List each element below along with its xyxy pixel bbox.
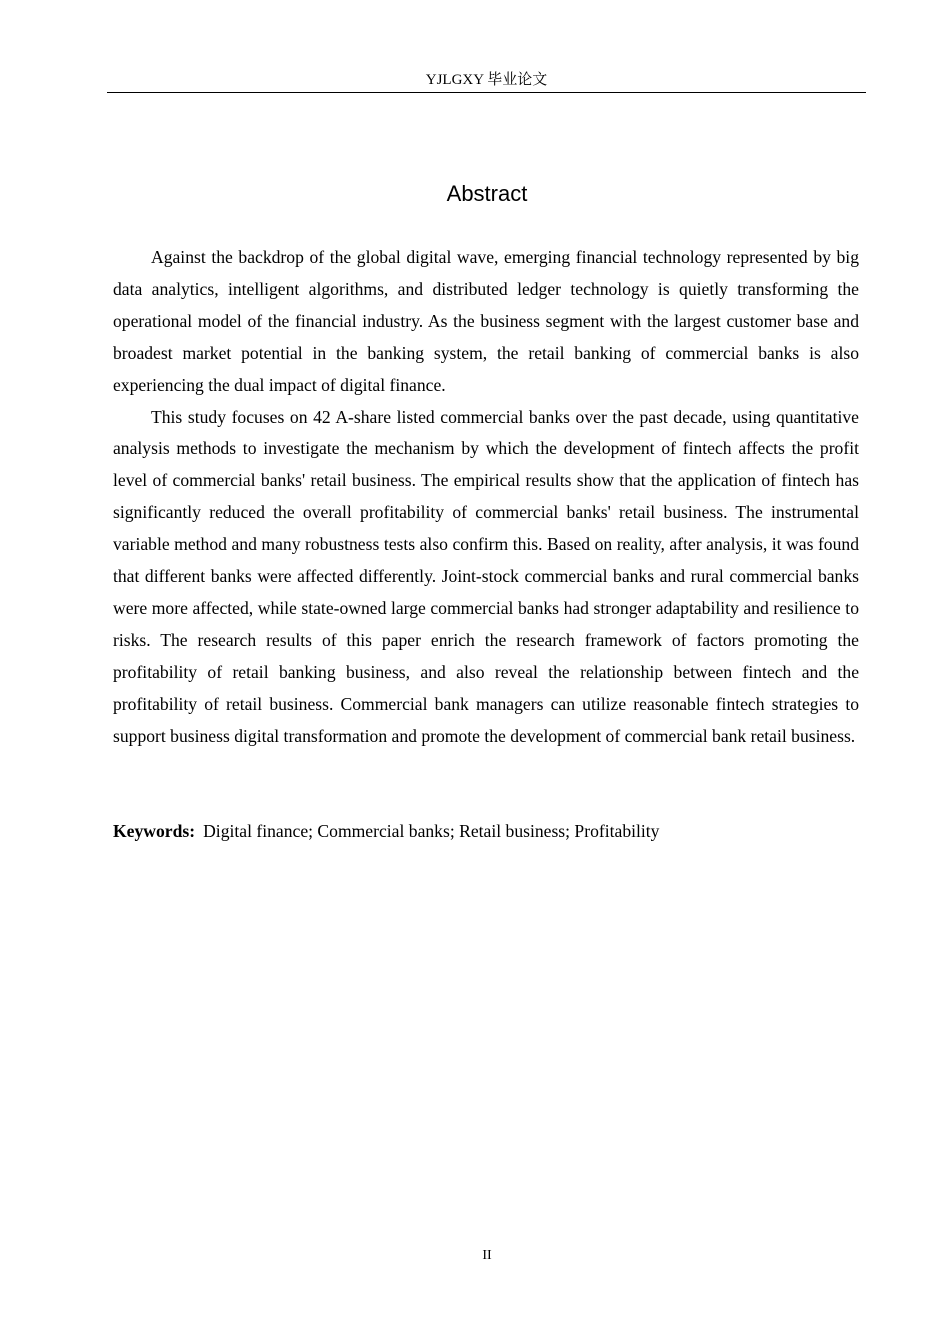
abstract-paragraph-1: Against the backdrop of the global digital wave, emerging financial technology represented by big data analytics, intelligent algorithms, and distributed ledger technology is quietly transforming the operational model of the financial industry. As the business segment with the largest customer base and broadest market potential in the banking system, the retail banking of commercial banks is also experiencing the dual impact of digital finance. (113, 247, 859, 395)
page-header (107, 70, 866, 93)
keywords-label: Keywords: (113, 821, 196, 841)
keywords-line (113, 816, 859, 848)
header-text: YJLGXY 毕业论文 (425, 72, 548, 88)
abstract-body (113, 242, 859, 753)
page-number: II (482, 1248, 492, 1263)
keywords-text: Digital finance; Commercial banks; Retail business; Profitability (203, 821, 660, 841)
abstract-paragraph-2: This study focuses on 42 A-share listed commercial banks over the past decade, using quantitative analysis methods to investigate the mechanism by which the development of fintech affects the profit level of commercial banks' retail business. The empirical results show that the application of fintech has significantly reduced the overall profitability of commercial banks' retail business. The instrumental variable method and many robustness tests also confirm this. Based on reality, after analysis, it was found that different banks were affected differently. Joint-stock commercial banks and rural commercial banks were more affected, while state-owned large commercial banks had stronger adaptability and resilience to risks. The research results of this paper enrich the research framework of factors promoting the profitability of retail banking business, and also reveal the relationship between fintech and the profitability of retail business. Commercial bank managers can utilize reasonable fintech strategies to support business digital transformation and promote the development of commercial bank retail business. (113, 406, 859, 746)
abstract-title: Abstract (446, 181, 528, 206)
